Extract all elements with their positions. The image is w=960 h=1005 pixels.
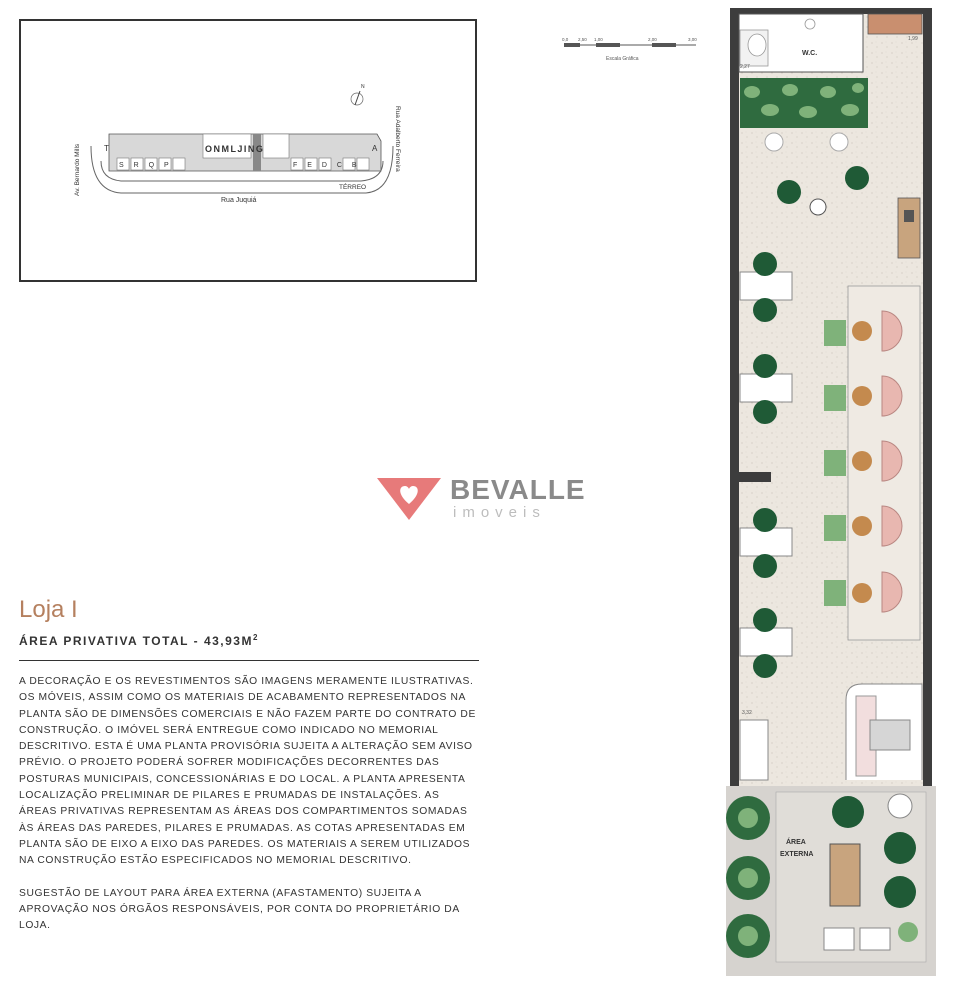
lower-units-left-label: S R Q P <box>119 162 173 169</box>
scale-tick: 2,50 <box>578 37 587 42</box>
external-area-label: ÁREA <box>786 839 806 846</box>
floor-plan <box>700 0 960 1000</box>
street-right-label: Rua Adalberto Ferreira <box>394 106 401 172</box>
disclaimer-paragraph: SUGESTÃO DE LAYOUT PARA ÁREA EXTERNA (AFASTAMENTO) SUJEITA A APROVAÇÃO NOS ÓRGÃOS RESPONSÁVEIS, POR CONTA DO PROPRIETÁRIO DA LOJA. <box>19 887 460 932</box>
graphic-scale <box>560 36 700 66</box>
page-title: Loja I <box>19 596 78 623</box>
scale-label: Escala Gráfica <box>606 56 639 62</box>
lower-units-right-label: F E D C B <box>293 162 361 169</box>
key-map-drawing <box>21 21 479 284</box>
street-left-label: Av. Bernardo Mills <box>74 143 81 196</box>
floor-label: TÉRREO <box>339 184 367 191</box>
scale-tick: 3,00 <box>688 37 697 42</box>
dimension-label: 2,27 <box>740 64 750 70</box>
disclaimer <box>19 674 479 950</box>
external-area-label: EXTERNA <box>780 851 814 858</box>
wc-label: W.C. <box>802 50 818 57</box>
heart-logo-icon <box>375 474 445 522</box>
scale-tick: 0,0 <box>562 37 569 42</box>
dimension-label: 3,32 <box>742 710 752 716</box>
north-arrow-icon <box>351 91 363 105</box>
street-bottom-label: Rua Juquiá <box>221 197 257 204</box>
unit-t-label: T <box>104 144 109 153</box>
dimension-label: 1,99 <box>908 36 918 42</box>
key-map <box>19 19 477 282</box>
area-subtitle-text: ÁREA PRIVATIVA TOTAL - 43,93M <box>19 634 253 648</box>
area-subtitle <box>19 633 259 648</box>
divider <box>19 660 479 661</box>
upper-units-label: O N M L J I N G <box>205 144 263 154</box>
unit-a-label: A <box>372 144 378 153</box>
scale-tick: 2,00 <box>648 37 657 42</box>
scale-tick: 1,00 <box>594 37 603 42</box>
logo-name: BEVALLE <box>450 474 586 505</box>
disclaimer-paragraph: A DECORAÇÃO E OS REVESTIMENTOS SÃO IMAGENS MERAMENTE ILUSTRATIVAS. OS MÓVEIS, ASSIM COMO OS MATERIAIS DE ACABAMENTO REPRESENTADOS NA PLANTA SÃO DE DIMENSÕES COMERCIAIS E NÃO FAZEM PARTE DO CONTRATO DE CONSTRUÇÃO. O IMÓVEL SERÁ ENTREGUE COMO INDICADO NO MEMORIAL DESCRITIVO. ESTA É UMA PLANTA PROVISÓRIA SUJEITA A ALTERAÇÃO SEM AVISO PRÉVIO. O PROJETO PODERÁ SOFRER MODIFICAÇÕES DECORRENTES DAS POSTURAS MUNICIPAIS, CONCESSIONÁRIAS E DO LOCAL. A PLANTA APRESENTA LOCALIZAÇÃO PRELIMINAR DE PILARES E PRUMADAS DE INSTALAÇÕES. AS ÁREAS PRIVATIVAS REPRESENTAM AS ÁREAS DOS COMPARTIMENTOS SOMADAS ÀS ÁREAS DAS PAREDES, PILARES E PRUMADAS. AS COTAS APRESENTADAS EM PLANTA SÃO DE EIXO A EIXO DAS PAREDES. OS MATERIAIS A SEREM UTILIZADOS NA CONSTRUÇÃO ESTÃO ESPECIFICADOS NO MEMORIAL DESCRITIVO. <box>19 676 476 867</box>
floor-plan-drawing <box>700 0 960 1000</box>
north-label: N <box>361 84 365 90</box>
logo-subtitle: imoveis <box>453 504 546 521</box>
bevalle-logo <box>375 474 595 524</box>
area-unit-superscript: 2 <box>252 633 259 642</box>
